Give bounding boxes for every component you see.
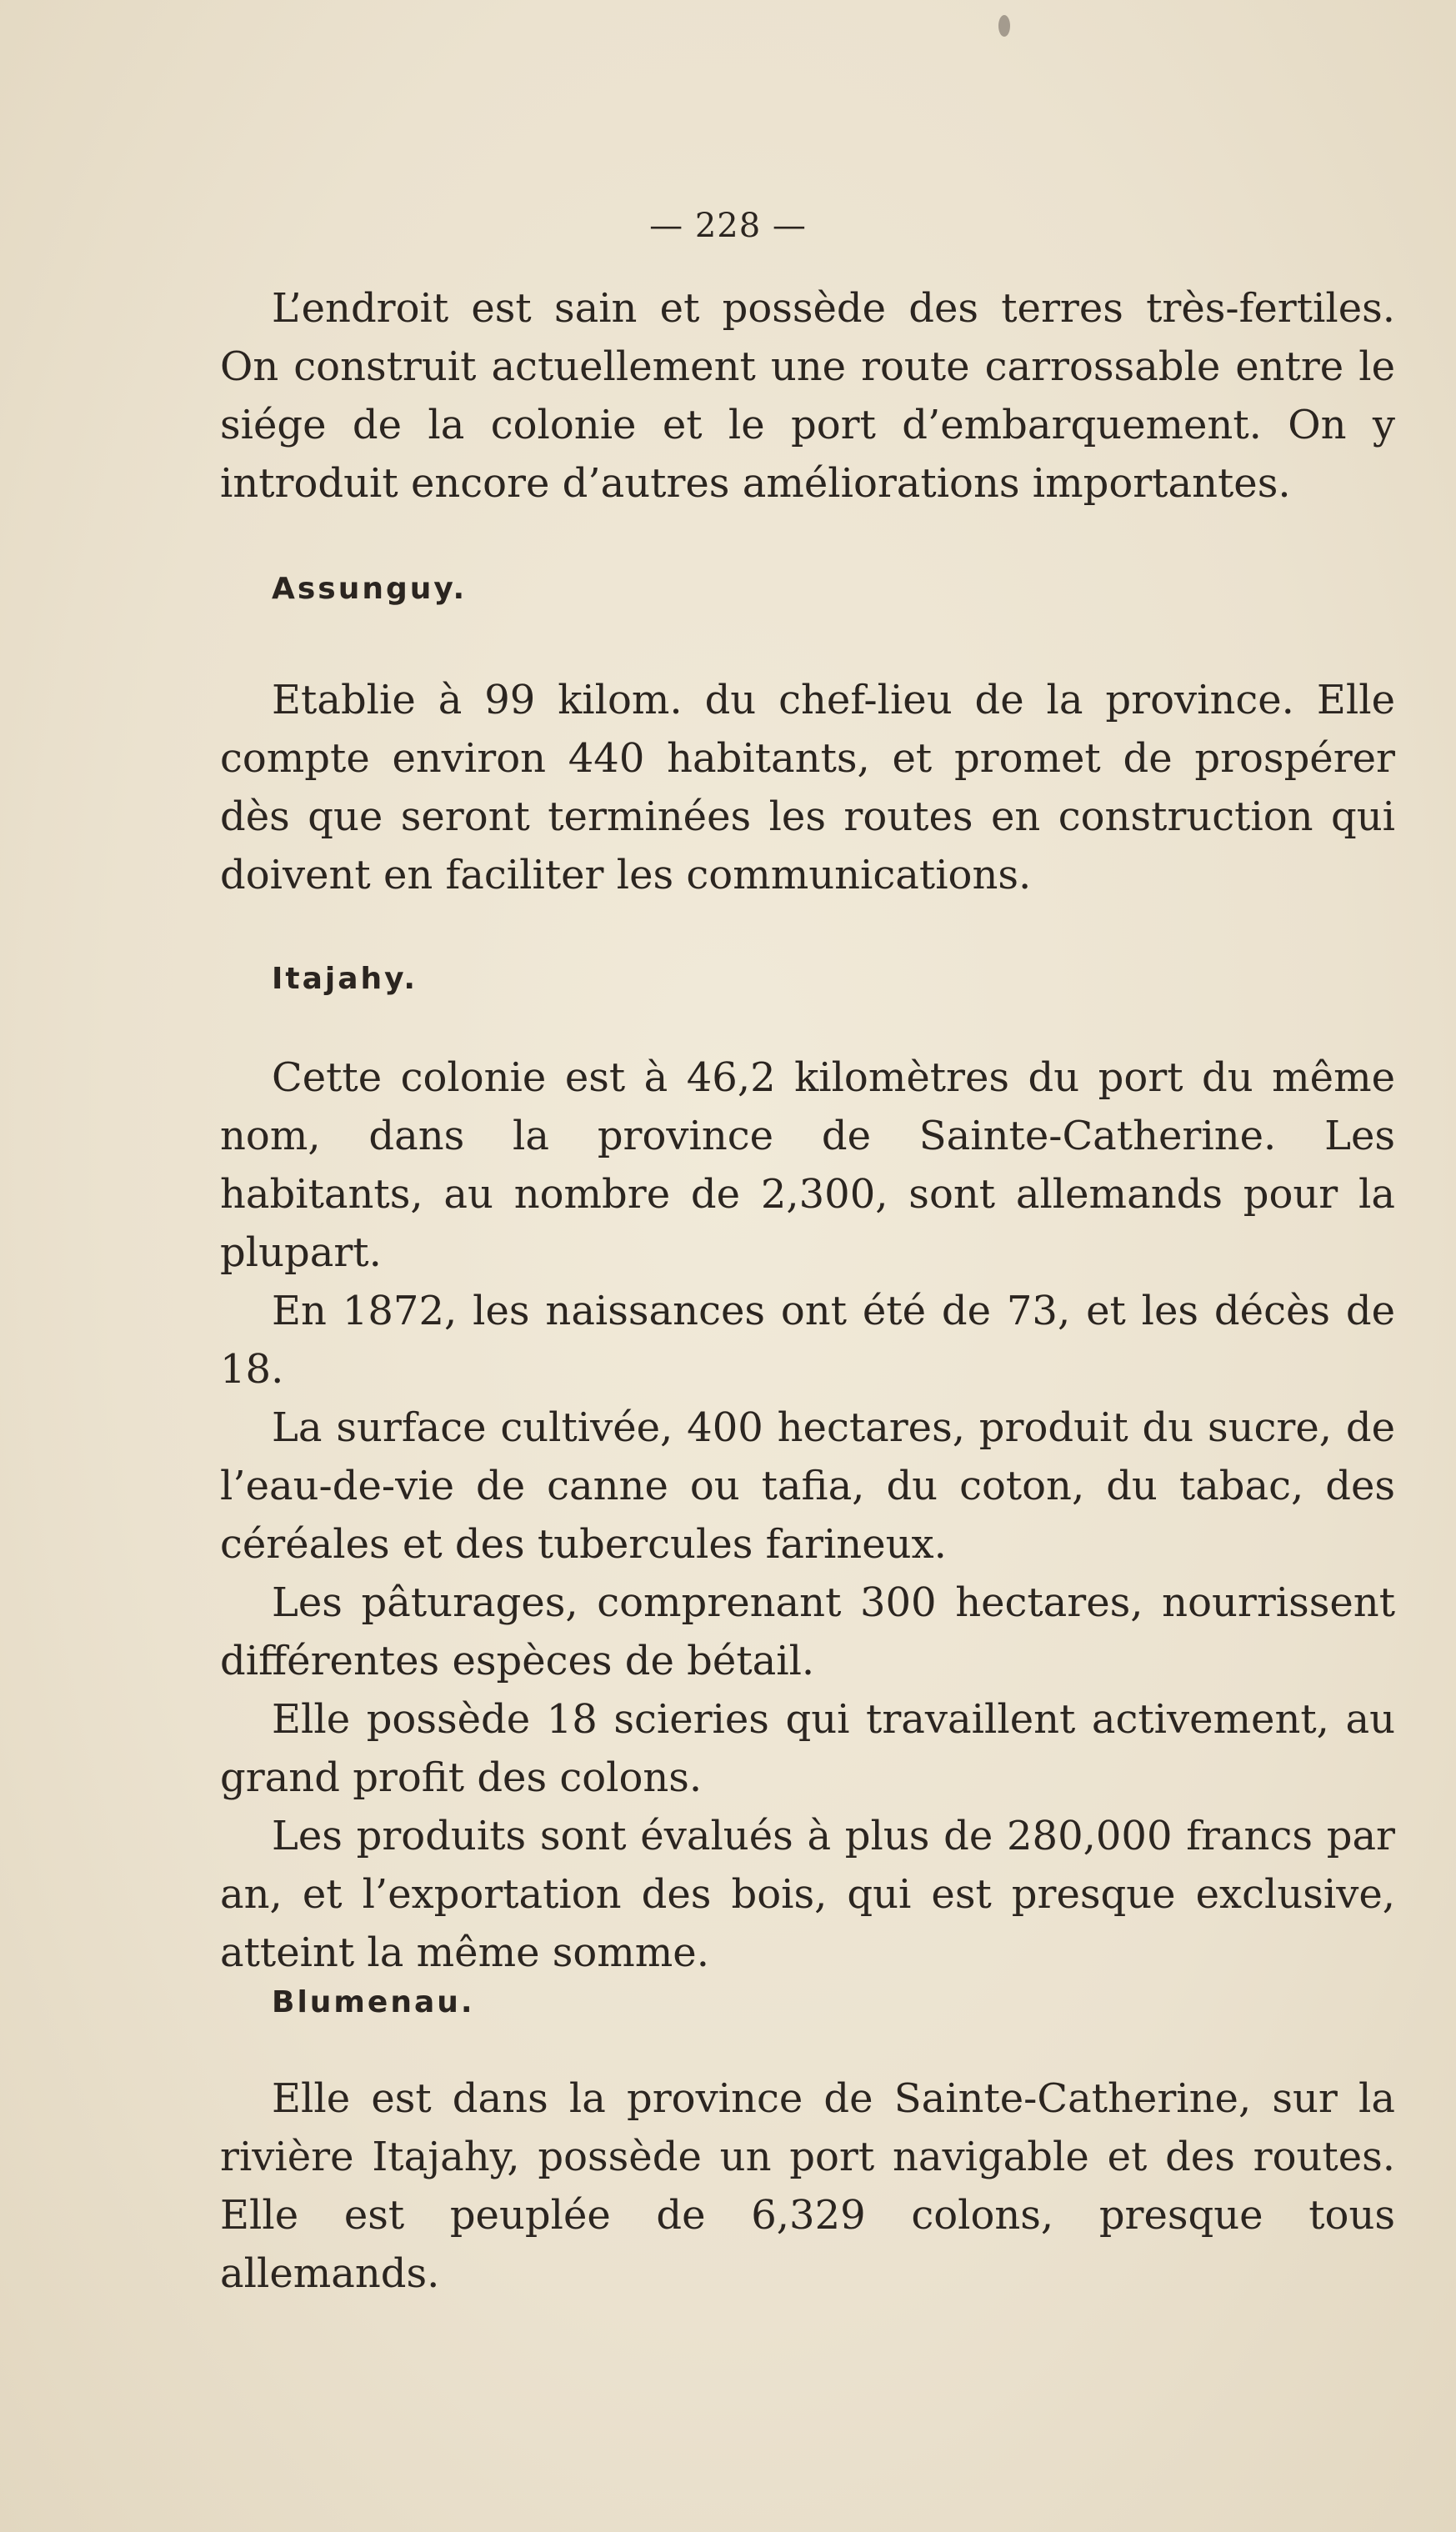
section-heading: Itajahy. <box>272 962 418 996</box>
paragraph: Elle possède 18 scieries qui travaillent activement, au grand profit des colons. <box>220 1696 1395 1801</box>
section-heading: Assunguy. <box>272 572 468 606</box>
section-heading: Blumenau. <box>272 1985 475 2019</box>
section-blumenau <box>220 1974 1395 2032</box>
page-number: — 228 — <box>649 207 807 245</box>
paragraph: Les produits sont évalués à plus de 280,000 francs par an, et l’exportation des bois, qui est presque exclusive, atteint la même somme. <box>220 1813 1395 1976</box>
ink-spot <box>998 15 1010 37</box>
intro-block <box>220 279 1395 513</box>
section-assunguy-body <box>220 671 1395 904</box>
paragraph: Elle est dans la province de Sainte-Catherine, sur la rivière Itajahy, possède un port navigable et des routes. Elle est peuplée de 6,329 colons, presque tous allemands. <box>220 2075 1395 2297</box>
section-blumenau-body <box>220 2069 1395 2303</box>
paragraph: Etablie à 99 kilom. du chef-lieu de la province. Elle compte environ 440 habitants, et promet de prospérer dès que seront terminées les routes en construction qui doivent en faciliter les communications. <box>220 677 1395 898</box>
paragraph: Cette colonie est à 46,2 kilomètres du port du même nom, dans la province de Sainte-Catherine. Les habitants, au nombre de 2,300, sont allemands pour la plupart. <box>220 1054 1395 1276</box>
paragraph: Les pâturages, comprenant 300 hectares, nourrissent différentes espèces de bétail. <box>220 1579 1395 1684</box>
section-itajahy-body <box>220 1048 1395 1982</box>
section-itajahy <box>220 950 1395 1008</box>
paragraph: La surface cultivée, 400 hectares, produit du sucre, de l’eau-de-vie de canne ou tafia, du coton, du tabac, des céréales et des tubercules farineux. <box>220 1404 1395 1568</box>
intro-paragraph: L’endroit est sain et possède des terres très-fertiles. On construit actuellement une route carrossable entre le siége de la colonie et le port d’embarquement. On y introduit encore d’autres améliorations importantes. <box>220 285 1395 507</box>
paragraph: En 1872, les naissances ont été de 73, et les décès de 18. <box>220 1288 1395 1393</box>
section-assunguy <box>220 560 1395 618</box>
